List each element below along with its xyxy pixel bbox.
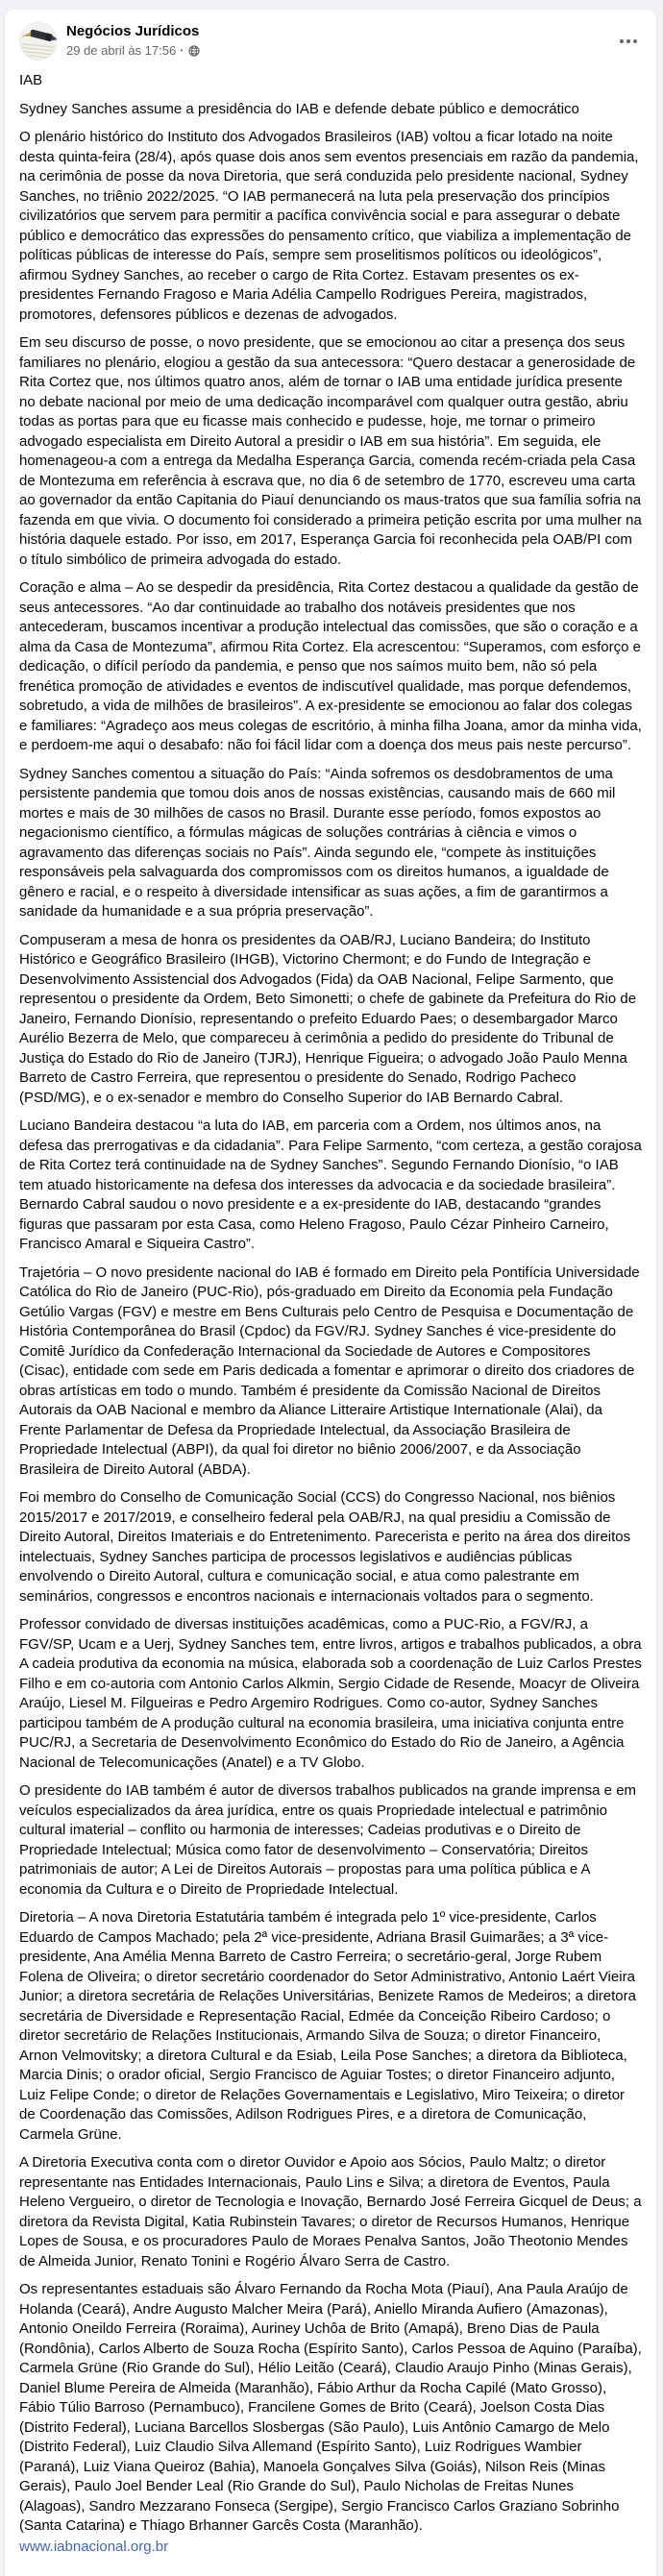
post-link[interactable]: www.iabnacional.org.br xyxy=(19,2538,169,2555)
post-paragraph: Em seu discurso de posse, o novo presidente, que se emocionou ao citar a presença dos seus familiares no plenário, elogiou a gestão da sua antecessora: “Quero destacar a generosidade de Rita Cortez que, nos últimos quatro anos, além de tornar o IAB uma entidade jurídica presente no debate nacional por meio de uma dedicação incomparável com qualquer outra gestão, abriu todas as portas para que eu ficasse mais conhecido e pudesse, hoje, me tornar o primeiro advogado especialista em Direito Autoral a presidir o IAB em sua história”. Em seguida, ele homenageou-a com a entrega da Medalha Esperança Garcia, comenda recém-criada pela Casa de Montezuma em referência à escrava que, no dia 6 de setembro de 1770, escreveu uma carta ao governador da então Capitania do Piauí denunciando os maus-tratos que sua família sofria na fazenda em que vivia. O documento foi considerado a primeira petição escrita por uma mulher na história daquele estado. Por isso, em 2017, Esperança Garcia foi reconhecida pela OAB/PI com o título simbólico de primeira advogada do estado. xyxy=(19,334,642,568)
globe-icon xyxy=(188,45,200,57)
post-text xyxy=(19,71,642,2537)
facebook-post-card xyxy=(5,10,656,2576)
post-paragraph: Os representantes estaduais são Álvaro Fernando da Rocha Mota (Piauí), Ana Paula Araújo de Holanda (Ceará), Andre Augusto Malcher Meira (Pará), Aniello Miranda Aufiero (Amazonas), Antonio Oneildo Ferreira (Roraima), Auriney Uchôa de Brito (Amapá), Breno Dias de Paula (Rondônia), Carlos Alberto de Souza Rocha (Espírito Santo), Carlos Pessoa de Aquino (Paraíba), Carmela Grüne (Rio Grande do Sul), Hélio Leitão (Ceará), Claudio Araujo Pinho (Minas Gerais), Daniel Blume Pereira de Almeida (Maranhão), Fábio Arthur da Rocha Capilé (Mato Grosso), Fábio Túlio Barroso (Pernambuco), Francilene Gomes de Brito (Ceará), Joelson Costa Dias (Distrito Federal), Luciana Barcellos Slosbergas (São Paulo), Luis Antônio Camargo de Melo (Distrito Federal), Luiz Claudio Silva Allemand (Espírito Santo), Luiz Rodrigues Wambier (Paraná), Luiz Viana Queiroz (Bahia), Manoela Gonçalves Silva (Goiás), Nilson Reis (Minas Gerais), Paulo Joel Bender Leal (Rio Grande do Sul), Paulo Nicholas de Freitas Nunes (Alagoas), Sandro Mezzarano Fonseca (Sergipe), Sergio Francisco Carlos Graziano Sobrinho (Santa Catarina) e Thiago Brhanner Garcês Costa (Maranhão). xyxy=(19,2281,642,2534)
post-paragraph: Diretoria – A nova Diretoria Estatutária também é integrada pelo 1º vice-presidente, Carlos Eduardo de Campos Machado; pela 2ª vice-presidente, Adriana Brasil Guimarães; a 3ª vice-presidente, Ana Amélia Menna Barreto de Castro Ferreira; o secretário-geral, Jorge Rubem Folena de Oliveira; o diretor secretário coordenador do Setor Administrativo, Antonio Laért Vieira Junior; a diretora secretária de Relações Universitárias, Benizete Ramos de Medeiros; a diretora secretária de Diversidade e Representação Racial, Edmée da Conceição Ribeiro Cardoso; o diretor secretário de Relações Institucionais, Armando Silva de Souza; o diretor Financeiro, Arnon Velmovitsky; a diretora Cultural e da Esiab, Leila Pose Sanches; a diretora da Biblioteca, Marcia Dinis; o orador oficial, Sergio Francisco de Aguiar Tostes; o diretor Financeiro adjunto, Luiz Felipe Conde; o diretor de Relações Governamentais e Legislativo, Miro Teixeira; o diretor de Coordenação das Comissões, Adilson Rodrigues Pires, e a diretora de Comunicação, Carmela Grüne. xyxy=(19,1909,636,2143)
timestamp-separator: · xyxy=(180,43,184,58)
page-name[interactable]: Negócios Jurídicos xyxy=(66,23,200,39)
page-avatar[interactable] xyxy=(19,22,58,61)
post-menu-button[interactable] xyxy=(615,24,642,57)
post-paragraph: Trajetória – O novo presidente nacional do IAB é formado em Direito pela Pontifícia Universidade Católica do Rio de Janeiro (PUC-Rio), pós-graduado em Direito da Economia pela Fundação Getúlio Vargas (FGV) e mestre em Bens Culturais pelo Centro de Pesquisa e Documentação de História Contemporânea do Brasil (Cpdoc) da FGV/RJ. Sydney Sanches é vice-presidente do Comitê Jurídico da Confederação Internacional da Sociedade de Autores e Compositores (Cisac), entidade com sede em Paris dedicada a fomentar e aprimorar o direito dos criadores de obras artísticas em todo o mundo. Também é presidente da Comissão Nacional de Direitos Autorais da OAB Nacional e membro da Aliance Litteraire Artistique Internationale (Alai), da Frente Parlamentar de Defesa da Propriedade Intelectual, da Associação Brasileira de Propriedade Intelectual (ABPI), da qual foi diretor no biênio 2006/2007, e da Associação Brasileira de Direito Autoral (ABDA). xyxy=(19,1263,640,1478)
post-meta-row xyxy=(66,43,615,59)
post-header xyxy=(19,22,642,61)
post-paragraph: Sydney Sanches comentou a situação do País: “Ainda sofremos os desdobramentos de uma persistente pandemia que tomou dois anos de nossas existências, causando mais de 660 mil mortes e mais de 30 milhões de casos no Brasil. Durante esse período, fomos expostos ao negacionismo científico, a fórmulas mágicas de soluções contrárias à ciência e vimos o agravamento das diferenças sociais no País”. Ainda segundo ele, “compete às instituições responsáveis pela salvaguarda dos compromissos com os direitos humanos, a igualdade de gênero e racial, e o respeito à diversidade intensificar as suas ações, a fim de garantirmos a sanidade da humanidade e a sua própria preservação”. xyxy=(19,765,616,920)
post-paragraph: A Diretoria Executiva conta com o diretor Ouvidor e Apoio aos Sócios, Paulo Maltz; o diretor representante nas Entidades Internacionais, Paulo Lins e Silva; a diretora de Eventos, Paula Heleno Vergueiro, o diretor de Tecnologia e Inovação, Bernardo José Ferreira Gicquel de Deus; a diretora da Revista Digital, Katia Rubinstein Tavares; o diretor de Recursos Humanos, Henrique Lopes de Sousa, e os procuradores Paulo de Moraes Penalva Santos, João Theotonio Mendes de Almeida Junior, Renato Tonini e Rogério Álvaro Serra de Castro. xyxy=(19,2154,642,2269)
post-paragraph: Coração e alma – Ao se despedir da presidência, Rita Cortez destacou a qualidade da gestão de seus antecessores. “Ao dar continuidade ao trabalho dos notáveis presidentes que nos antecederam, buscamos incentivar a produção intelectual das comissões, que são o coração e a alma da Casa de Montezuma”, afirmou Rita Cortez. Ela acrescentou: “Superamos, com esforço e dedicação, o difícil período da pandemia, e penso que nos saímos muito bem, não só pela frenética promoção de atividades e eventos de indiscutível qualidade, mas porque defendemos, sobretudo, a vida de milhões de brasileiros”. A ex-presidente se emocionou ao falar dos colegas e familiares: “Agradeço aos meus colegas de escritório, à minha filha Joana, amor da minha vida, e perdoem-me aqui o desabafo: não foi fácil lidar com a doença dos meus pais neste percurso”. xyxy=(19,579,642,753)
post-timestamp[interactable]: 29 de abril às 17:56 xyxy=(66,43,177,58)
post-paragraph: Foi membro do Conselho de Comunicação Social (CCS) do Congresso Nacional, nos biênios 2015/2017 e 2017/2019, e conselheiro federal pela OAB/RJ, na qual presidiu a Comissão de Direito Autoral, Direitos Imateriais e do Entretenimento. Parecerista e perito na área dos direitos intelectuais, Sydney Sanches participa de processos legislativos e audiências públicas envolvendo o Direito Autoral, cultura e comunicação social, e atua como palestrante em seminários, congressos e encontros nacionais e internacionais voltados para o segmento. xyxy=(19,1489,631,1605)
post-paragraph: Luciano Bandeira destacou “a luta do IAB, em parceria com a Ordem, nos últimos anos, na defesa das prerrogativas e da cidadania”. Para Felipe Sarmento, “com certeza, a gestão corajosa de Rita Cortez terá continuidade na de Sydney Sanches”. Segundo Fernando Dionísio, “o IAB tem atuado historicamente na defesa dos interesses da advocacia e da sociedade brasileira”. Bernardo Cabral saudou o novo presidente e a ex-presidente do IAB, destacando “grandes figuras que passaram por esta Casa, como Heleno Fragoso, Paulo Cézar Pinheiro Carneiro, Francisco Amaral e Siqueira Castro”. xyxy=(19,1117,642,1252)
post-paragraph: O presidente do IAB também é autor de diversos trabalhos publicados na grande imprensa e em veículos especializados da área jurídica, entre os quais Propriedade intelectual e patrimônio cultural imaterial – conflito ou harmonia de interesses; Cadeias produtivas e o Direito de Propriedade Intelectual; Música como fator de desenvolvimento – Conservatória; Direitos patrimoniais de autor; A Lei de Direitos Autorais – propostas para uma política pública e A economia da Cultura e o Direito de Propriedade Intelectual. xyxy=(19,1782,637,1898)
pen-avatar-image xyxy=(20,23,57,60)
ellipsis-icon xyxy=(619,38,638,44)
post-paragraph: Professor convidado de diversas instituições acadêmicas, como a PUC-Rio, a FGV/RJ, a FGV/SP, Ucam e a Uerj, Sydney Sanches tem, entre livros, artigos e trabalhos publicados, a obra A cadeia produtiva da economia na música, elaborada sob a coordenação de Luiz Carlos Prestes Filho e em co-autoria com Antonio Carlos Alkmin, Sergio Cidade de Resende, Moacyr de Oliveira Araújo, Liesel M. Filgueiras e Pedro Argemiro Rodrigues. Como co-autor, Sydney Sanches participou também de A produção cultural na economia brasileira, uma iniciativa conjunta entre PUC/RJ, a Secretaria de Desenvolvimento Econômico do Estado do Rio de Janeiro, a Agência Nacional de Telecomunicações (Anatel) e a TV Globo. xyxy=(19,1616,642,1771)
post-paragraph: Compuseram a mesa de honra os presidentes da OAB/RJ, Luciano Bandeira; do Instituto Histórico e Geográfico Brasileiro (IHGB), Victorino Chermont; e do Fundo de Integração e Desenvolvimento Assistencial dos Advogados (Fida) da OAB Nacional, Felipe Sarmento, que representou o presidente da Ordem, Beto Simonetti; o chefe de gabinete da Prefeitura do Rio de Janeiro, Fernando Dionísio, representando o prefeito Eduardo Paes; o desembargador Marco Aurélio Bezerra de Melo, que compareceu à cerimônia a pedido do presidente do Tribunal de Justiça do Estado do Rio de Janeiro (TJRJ), Henrique Figueira; o advogado João Paulo Menna Barreto de Castro Ferreira, que representou o presidente do Senado, Rodrigo Pacheco (PSD/MG), e o ex-senador e membro do Conselho Superior do IAB Bernardo Cabral. xyxy=(19,931,637,1106)
post-paragraph: O plenário histórico do Instituto dos Advogados Brasileiros (IAB) voltou a ficar lotado na noite desta quinta-feira (28/4), após quase dois anos sem eventos presenciais em razão da pandemia, na cerimônia de posse da nova Diretoria, que será conduzida pelo presidente nacional, Sydney Sanches, no triênio 2022/2025. “O IAB permanecerá na luta pela preservação dos princípios civilizatórios que servem para permitir a pacífica convivência social e para assegurar o debate público e democrático das expressões do pensamento crítico, que viabiliza a implementação de políticas públicas de interesse do País, sempre sem proselitismos políticos ou ideológicos”, afirmou Sydney Sanches, ao receber o cargo de Rita Cortez. Estavam presentes os ex-presidentes Fernando Fragoso e Maria Adélia Campello Rodrigues Pereira, magistrados, promotores, defensores públicos e dezenas de advogados. xyxy=(19,129,639,323)
post-paragraph: IAB xyxy=(19,72,43,88)
post-header-meta xyxy=(66,22,615,59)
post-paragraph: Sydney Sanches assume a presidência do IAB e defende debate público e democrático xyxy=(19,100,579,117)
